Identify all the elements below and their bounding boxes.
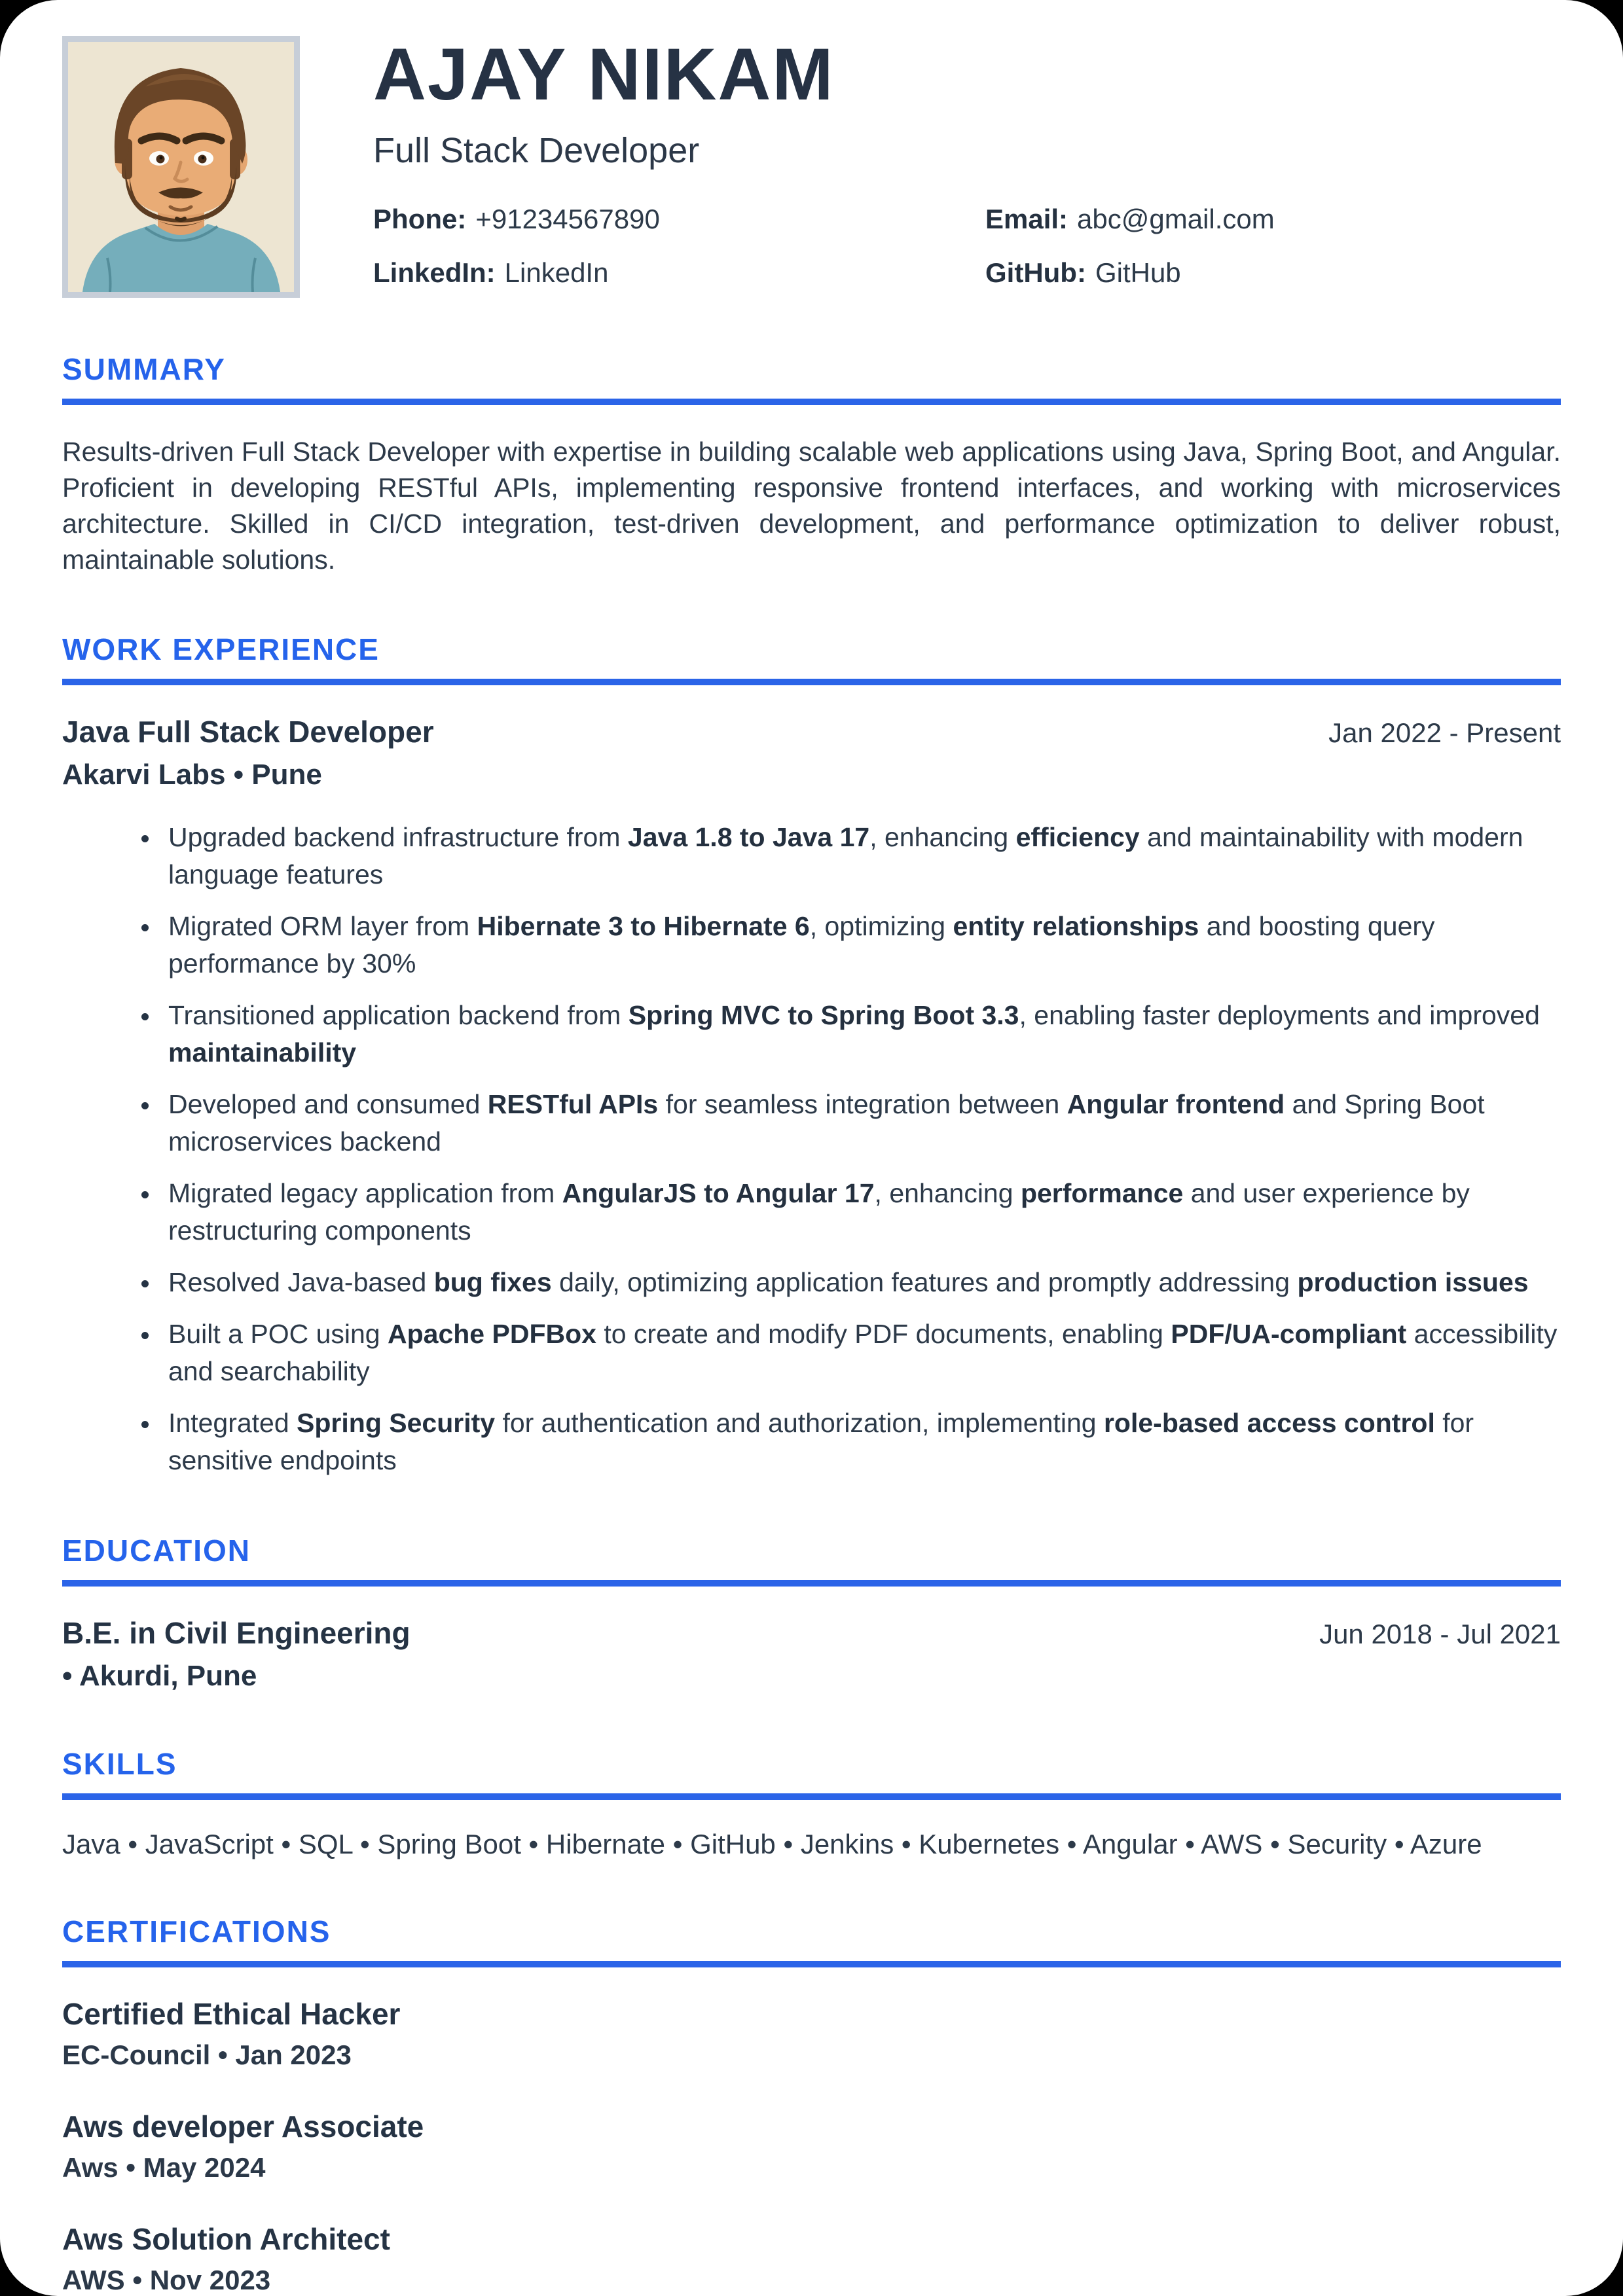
degree-title: B.E. in Civil Engineering [62, 1616, 410, 1650]
experience-bullet-list [62, 819, 1561, 1479]
certification-issuer-date: EC-Council • Jan 2023 [62, 2039, 352, 2070]
experience-bullet [160, 1405, 1561, 1479]
education-entry [62, 1615, 1561, 1651]
contact-value: +91234567890 [475, 203, 660, 234]
certification-issuer-date: Aws • May 2024 [62, 2152, 266, 2183]
section-divider [62, 679, 1561, 685]
certification-item [62, 2109, 1561, 2183]
institution-name: • Akurdi, Pune [62, 1660, 257, 1692]
header-text [373, 33, 1561, 289]
certification-issuer-date: AWS • Nov 2023 [62, 2265, 271, 2295]
certification-list [62, 1996, 1561, 2296]
section-certifications [62, 1914, 1561, 2296]
education-heading: EDUCATION [62, 1534, 251, 1568]
contact-value: abc@gmail.com [1077, 203, 1275, 234]
contact-item [373, 257, 985, 289]
certification-title: Certified Ethical Hacker [62, 1997, 401, 2031]
bullet-text: Transitioned application backend from Spring MVC to Spring Boot 3.3, enabling faster deployments and improved maintainability [168, 1000, 1540, 1067]
work-experience-heading: WORK EXPERIENCE [62, 632, 380, 666]
section-divider [62, 399, 1561, 405]
company-name: Akarvi Labs • Pune [62, 759, 322, 791]
bullet-text: Upgraded backend infrastructure from Java 1.8 to Java 17, enhancing efficiency and maintainability with modern language features [168, 822, 1523, 889]
contact-item [985, 257, 1561, 289]
certification-title: Aws developer Associate [62, 2109, 424, 2144]
section-summary [62, 351, 1561, 578]
section-skills [62, 1746, 1561, 1860]
skills-list: Java • JavaScript • SQL • Spring Boot • Hibernate • GitHub • Jenkins • Kubernetes • Angular • AWS • Security • Azure [62, 1829, 1482, 1859]
education-date-range: Jun 2018 - Jul 2021 [1319, 1619, 1561, 1649]
experience-bullet [160, 908, 1561, 982]
certifications-heading: CERTIFICATIONS [62, 1914, 331, 1948]
bullet-text: Built a POC using Apache PDFBox to create and modify PDF documents, enabling PDF/UA-compliant accessibility and searchability [168, 1319, 1558, 1386]
contact-label: Email: [985, 203, 1068, 234]
contact-label: LinkedIn: [373, 257, 496, 288]
experience-bullet [160, 1086, 1561, 1160]
section-divider [62, 1793, 1561, 1800]
experience-bullet [160, 819, 1561, 893]
bullet-text: Migrated ORM layer from Hibernate 3 to Hibernate 6, optimizing entity relationships and boosting query performance by 30% [168, 911, 1435, 978]
contact-value: GitHub [1095, 257, 1181, 288]
contact-grid [373, 204, 1561, 289]
certification-title: Aws Solution Architect [62, 2222, 390, 2256]
contact-label: Phone: [373, 203, 467, 234]
bullet-text: Developed and consumed RESTful APIs for seamless integration between Angular frontend and Spring Boot microservices backend [168, 1089, 1485, 1157]
section-work-experience [62, 632, 1561, 1479]
certification-item [62, 1996, 1561, 2071]
avatar-illustration [68, 42, 294, 292]
contact-item [373, 204, 985, 235]
experience-bullet [160, 1175, 1561, 1249]
contact-label: GitHub: [985, 257, 1086, 288]
section-divider [62, 1580, 1561, 1587]
profile-photo [62, 36, 300, 298]
experience-bullet [160, 1316, 1561, 1390]
job-header [62, 714, 1561, 749]
experience-bullet [160, 1264, 1561, 1301]
summary-text: Results-driven Full Stack Developer with expertise in building scalable web applications using Java, Spring Boot, and Angular. Proficient in developing RESTful APIs, implementing responsive frontend interfaces, and working with microservices architecture. Skilled in CI/CD integration, test-driven development, and performance optimization to deliver robust, maintainable solutions. [62, 437, 1561, 575]
page-title: AJAY NIKAM [373, 33, 835, 115]
header [62, 33, 1561, 298]
job-date-range: Jan 2022 - Present [1328, 717, 1561, 748]
experience-bullet [160, 997, 1561, 1071]
header-subtitle: Full Stack Developer [373, 130, 700, 170]
certification-item [62, 2221, 1561, 2296]
section-education [62, 1533, 1561, 1693]
bullet-text: Integrated Spring Security for authentication and authorization, implementing role-based access control for sensitive endpoints [168, 1408, 1474, 1475]
contact-item [985, 204, 1561, 235]
job-title: Java Full Stack Developer [62, 715, 434, 749]
bullet-text: Migrated legacy application from AngularJS to Angular 17, enhancing performance and user experience by restructuring components [168, 1178, 1470, 1246]
contact-value: LinkedIn [504, 257, 609, 288]
bullet-text: Resolved Java-based bug fixes daily, optimizing application features and promptly addressing production issues [168, 1267, 1529, 1297]
summary-heading: SUMMARY [62, 352, 226, 386]
skills-heading: SKILLS [62, 1747, 177, 1781]
section-divider [62, 1961, 1561, 1967]
